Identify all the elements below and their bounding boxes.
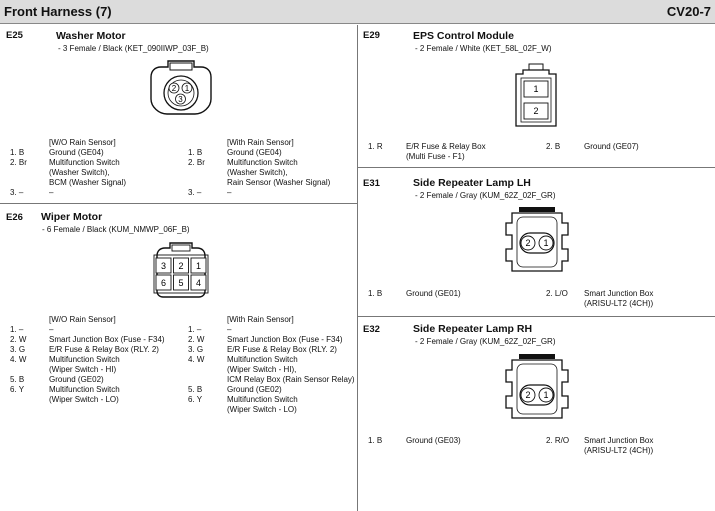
section-divider [358,316,715,317]
pin-label: 1 [195,261,202,271]
pin-label: 2 [171,84,177,93]
section-divider [0,203,357,204]
pin-desc: (Multi Fuse - F1) [406,152,465,161]
pin-label: 3 [178,95,183,104]
pin-desc: Ground (GE04) [49,148,104,157]
pin-number: 3. – [188,188,202,197]
pin-number: 1. – [188,325,202,334]
pin-label: 1 [184,84,190,93]
pin-desc: Ground (GE03) [406,436,461,445]
pin-number: 1. B [368,289,383,298]
pin-desc: Smart Junction Box [584,436,654,445]
pin-desc: Smart Junction Box (Fuse - F34) [227,335,343,344]
column-divider [357,25,358,511]
pin-desc: ICM Relay Box (Rain Sensor Relay) [227,375,355,384]
pin-desc: Rain Sensor (Washer Signal) [227,178,331,187]
pin-number: 2. R/O [546,436,570,445]
pin-desc: Ground (GE02) [227,385,282,394]
variant-title: [W/O Rain Sensor] [49,138,116,147]
pin-label: 5 [178,278,184,288]
pin-label: 1 [533,84,539,94]
variant-title: [W/O Rain Sensor] [49,315,116,324]
pin-desc: (Wiper Switch - LO) [227,405,297,414]
pin-desc: (ARISU-LT2 (4CH)) [584,446,654,455]
pin-desc: Ground (GE02) [49,375,104,384]
pin-desc: – [49,188,54,197]
pin-desc: Multifunction Switch [227,395,298,404]
pin-number: 4. W [10,355,27,364]
connector-code: E25 [6,30,23,41]
page-number: CV20-7 [666,4,711,19]
pin-number: 5. B [10,375,25,384]
pin-number: 2. W [188,335,205,344]
connector-name: EPS Control Module [413,30,514,42]
connector-spec: - 3 Female / Black (KET_090IIWP_03F_B) [58,44,209,53]
section-divider [358,167,715,168]
pin-desc: Multifunction Switch [49,158,120,167]
pin-number: 3. G [188,345,204,354]
pin-desc: Ground (GE04) [227,148,282,157]
pin-label: 2 [533,106,539,116]
connector-e26-diagram [148,241,214,299]
pin-label: 2 [178,261,184,271]
pin-desc: E/R Fuse & Relay Box [406,142,486,151]
connector-name: Side Repeater Lamp LH [413,177,531,189]
pin-number: 6. Y [188,395,203,404]
pin-number: 1. B [10,148,25,157]
pin-number: 2. B [546,142,561,151]
pin-number: 5. B [188,385,203,394]
pin-label: 4 [195,278,202,288]
pin-desc: Smart Junction Box (Fuse - F34) [49,335,165,344]
pin-label: 2 [525,238,531,248]
pin-desc: – [227,325,232,334]
connector-code: E26 [6,212,23,223]
pin-number: 1. – [10,325,24,334]
pin-number: 3. – [10,188,24,197]
connector-code: E31 [363,178,380,189]
pin-desc: Multifunction Switch [49,385,120,394]
connector-code: E32 [363,324,380,335]
pin-number: 2. W [10,335,27,344]
pin-label: 3 [160,261,167,271]
pin-number: 4. W [188,355,205,364]
pin-number: 1. B [188,148,203,157]
pin-label: 1 [543,390,549,400]
pin-number: 1. R [368,142,383,151]
connector-name: Wiper Motor [41,211,103,223]
connector-e32-diagram [500,352,574,422]
pin-desc: Multifunction Switch [49,355,120,364]
pin-desc: (Wiper Switch - LO) [49,395,119,404]
pin-number: 6. Y [10,385,25,394]
connector-code: E29 [363,30,380,41]
pin-number: 2. Br [188,158,205,167]
connector-spec: - 2 Female / Gray (KUM_62Z_02F_GR) [415,337,556,346]
pin-desc: (ARISU-LT2 (4CH)) [584,299,654,308]
pin-label: 6 [160,278,167,288]
pin-desc: Multifunction Switch [227,355,298,364]
pin-desc: – [227,188,232,197]
pin-number: 1. B [368,436,383,445]
variant-title: [With Rain Sensor] [227,138,294,147]
pin-desc: (Washer Switch), [49,168,110,177]
connector-e25-diagram [148,58,214,116]
pin-number: 2. Br [10,158,27,167]
pin-desc: (Washer Switch), [227,168,288,177]
pin-desc: (Wiper Switch - HI) [49,365,117,374]
connector-e29-diagram [510,62,562,130]
pin-desc: (Wiper Switch - HI), [227,365,297,374]
pin-desc: Multifunction Switch [227,158,298,167]
pin-desc: BCM (Washer Signal) [49,178,127,187]
variant-title: [With Rain Sensor] [227,315,294,324]
connector-e31-diagram [500,205,574,275]
pin-desc: Ground (GE07) [584,142,639,151]
page-header [0,0,715,24]
connector-spec: - 2 Female / White (KET_58L_02F_W) [415,44,552,53]
pin-number: 3. G [10,345,26,354]
pin-desc: E/R Fuse & Relay Box (RLY. 2) [49,345,159,354]
pin-number: 2. L/O [546,289,568,298]
pin-desc: Smart Junction Box [584,289,654,298]
pin-desc: Ground (GE01) [406,289,461,298]
pin-label: 2 [525,390,531,400]
pin-desc: – [49,325,54,334]
connector-spec: - 2 Female / Gray (KUM_62Z_02F_GR) [415,191,556,200]
pin-label: 1 [543,238,549,248]
pin-desc: E/R Fuse & Relay Box (RLY. 2) [227,345,337,354]
connector-name: Side Repeater Lamp RH [413,323,533,335]
connector-spec: - 6 Female / Black (KUM_NMWP_06F_B) [42,225,190,234]
connector-name: Washer Motor [56,30,126,42]
page-title: Front Harness (7) [4,4,112,19]
